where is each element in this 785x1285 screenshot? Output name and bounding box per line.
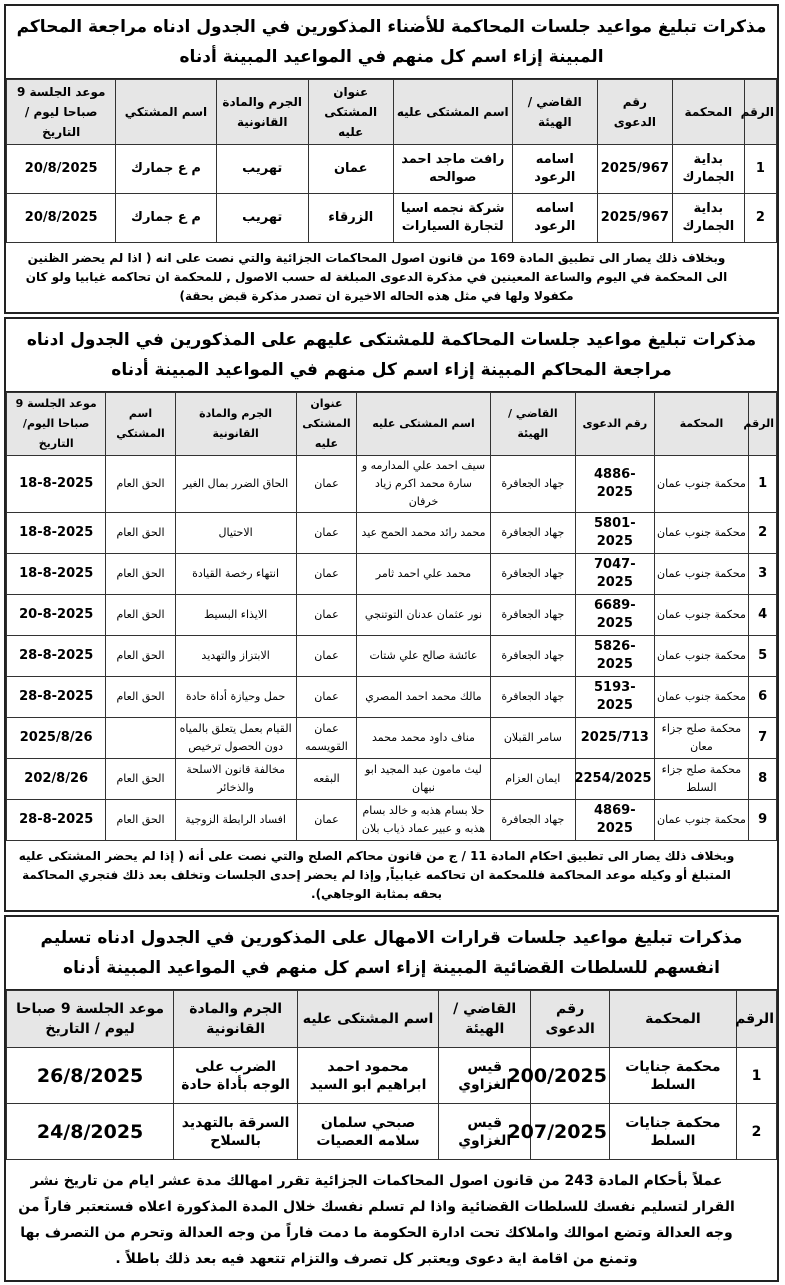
- table-cell: نور عثمان عدنان التوتنجي: [357, 595, 490, 636]
- table-row: [7, 456, 777, 513]
- table-cell: عمان: [296, 800, 357, 841]
- table-cell: 1: [744, 145, 776, 194]
- table-cell: محمود احمد ابراهيم ابو السيد: [298, 1048, 439, 1104]
- table-cell: 2: [744, 194, 776, 243]
- table-cell: اسامه الرعود: [512, 145, 597, 194]
- table-cell: 28-8-2025: [7, 677, 106, 718]
- section-defendants-south-amman: [4, 317, 779, 912]
- column-header: اسم المشتكي: [106, 393, 175, 456]
- table-cell: م ع جمارك: [116, 194, 216, 243]
- section-title: مذكرات تبليغ مواعيد جلسات قرارات الامهال على المذكورين في الجدول ادناه تسليم انفسهم للسلطات القضائية المبينة إزاء اسم كل منهم في المواعيد المبينة أدناه: [6, 917, 777, 990]
- table-cell: الحق العام: [106, 677, 175, 718]
- column-header: القاضي / الهيئة: [512, 80, 597, 145]
- table-cell: الاحتيال: [175, 513, 296, 554]
- table-cell: محكمة جنوب عمان: [654, 595, 749, 636]
- column-header: موعد الجلسة 9 صباحا ليوم / التاريخ: [7, 80, 116, 145]
- column-header: رقم الدعوى: [531, 991, 610, 1048]
- table-cell: 18-8-2025: [7, 554, 106, 595]
- table-row: [7, 1104, 777, 1160]
- table-cell: 4886-2025: [576, 456, 655, 513]
- legal-note: وبخلاف ذلك يصار الى تطبيق احكام المادة 11 / ج من قانون محاكم الصلح والتي نصت على أنه ( إذا لم يحضر المشتكى عليه المتبلغ أو وكيله موعد المحاكمة فللمحكمة ان تحاكمه غيابياً, وإذا لم يحضر إحدى الجلسات وتخلف بعد ذلك فتجري المحاكمة بحقه بمثابة الوجاهي).: [18, 849, 735, 901]
- table-cell: الحق العام: [106, 456, 175, 513]
- table-cell: 2025/8/26: [7, 718, 106, 759]
- column-header: الجرم والمادة القانونية: [175, 393, 296, 456]
- column-header: موعد الجلسة 9 صباحا اليوم/التاريخ: [7, 393, 106, 456]
- table-cell: 202/8/26: [7, 759, 106, 800]
- table-cell: حمل وحيازة أداة حادة: [175, 677, 296, 718]
- table-cell: 4869-2025: [576, 800, 655, 841]
- table-cell: عمان: [296, 595, 357, 636]
- table-cell: 3: [749, 554, 777, 595]
- section-title: مذكرات تبليغ مواعيد جلسات المحاكمة للمشتكى عليهم على المذكورين في الجدول ادناه مراجعة المحاكم المبينة إزاء اسم كل منهم في المواعيد المبينة أدناه: [6, 319, 777, 392]
- table-cell: جهاد الجعافرة: [490, 456, 575, 513]
- table-cell: محكمة جنوب عمان: [654, 554, 749, 595]
- table-cell: البقعه: [296, 759, 357, 800]
- table-cell: شركة نجمه اسيا لتجارة السيارات: [393, 194, 512, 243]
- table-row: [7, 718, 777, 759]
- table-cell: عمان: [296, 554, 357, 595]
- table-cell: مالك محمد احمد المصري: [357, 677, 490, 718]
- column-header: رقم الدعوى: [576, 393, 655, 456]
- table-cell: القيام بعمل يتعلق بالمياه دون الحصول ترخيص: [175, 718, 296, 759]
- column-header: القاضي / الهيئة: [490, 393, 575, 456]
- table-row: [7, 194, 777, 243]
- table-row: [7, 513, 777, 554]
- table-cell: الزرقاء: [308, 194, 393, 243]
- table-cell: محمد رائد محمد الحمح عيد: [357, 513, 490, 554]
- table-cell: 6: [749, 677, 777, 718]
- table-cell: عمان: [296, 456, 357, 513]
- table-cell: 28-8-2025: [7, 800, 106, 841]
- table-cell: [106, 718, 175, 759]
- table-cell: سيف احمد علي المدارمه و سارة محمد اكرم زياد خرفان: [357, 456, 490, 513]
- table-cell: سامر القبلان: [490, 718, 575, 759]
- column-header: الرقم: [749, 393, 777, 456]
- table-cell: الايذاء البسيط: [175, 595, 296, 636]
- table-row: [7, 1048, 777, 1104]
- table-cell: محكمة صلح جزاء السلط: [654, 759, 749, 800]
- table-cell: 4: [749, 595, 777, 636]
- table-cell: تهريب: [216, 145, 308, 194]
- table-cell: الحق العام: [106, 800, 175, 841]
- table-row: [7, 800, 777, 841]
- table-cell: بداية الجمارك: [673, 194, 745, 243]
- table-cell: محكمة جنوب عمان: [654, 636, 749, 677]
- table-cell: قيس الغزاوي: [439, 1104, 531, 1160]
- table-cell: محكمة جنوب عمان: [654, 456, 749, 513]
- table-cell: الضرب على الوجه بأداة حادة: [174, 1048, 298, 1104]
- table-cell: 2: [736, 1104, 776, 1160]
- table-cell: محكمة جنوب عمان: [654, 677, 749, 718]
- column-header: اسم المشتكى عليه: [393, 80, 512, 145]
- table-row: [7, 759, 777, 800]
- table-cell: جهاد الجعافرة: [490, 595, 575, 636]
- table-cell: محكمة جنايات السلط: [609, 1048, 736, 1104]
- table-cell: الحق العام: [106, 636, 175, 677]
- table-cell: محمد علي احمد ثامر: [357, 554, 490, 595]
- table-cell: 7: [749, 718, 777, 759]
- column-header: المحكمة: [654, 393, 749, 456]
- table-cell: بداية الجمارك: [673, 145, 745, 194]
- column-header: موعد الجلسة 9 صباحا ليوم / التاريخ: [7, 991, 174, 1048]
- table-cell: عمان: [308, 145, 393, 194]
- table-cell: 5193-2025: [576, 677, 655, 718]
- table-cell: 2025/713: [576, 718, 655, 759]
- table-cell: 200/2025: [531, 1048, 610, 1104]
- table-cell: 6689-2025: [576, 595, 655, 636]
- table-cell: حلا بسام هذبه و خالد بسام هذبه و عبير عماد ذياب بلان: [357, 800, 490, 841]
- table-cell: محكمة صلح جزاء معان: [654, 718, 749, 759]
- header-row: [7, 393, 777, 456]
- table-row: [7, 145, 777, 194]
- table-cell: جهاد الجعافرة: [490, 636, 575, 677]
- table-cell: السرقة بالتهديد بالسلاح: [174, 1104, 298, 1160]
- table-cell: الحق العام: [106, 513, 175, 554]
- column-header: الرقم: [744, 80, 776, 145]
- table-cell: عمان: [296, 636, 357, 677]
- table-cell: محكمة جنايات السلط: [609, 1104, 736, 1160]
- legal-note: وبخلاف ذلك يصار الى تطبيق المادة 169 من قانون اصول المحاكمات الجزائية والتي نصت على انه ( اذا لم يحضر الظنين الى المحكمة في اليوم والساعة المعينين في مذكرة الدعوى المبلغة له حسب الاصول , للمحكمة ان تحاكمه غيابيا ولو كان مكفولا ولها في مثل هذه الحاله الاخيرة ان تصدر مذكرة قبض بحقة): [25, 251, 728, 303]
- column-header: اسم المشتكى عليه: [298, 991, 439, 1048]
- cases-table: [6, 990, 777, 1160]
- table-cell: تهريب: [216, 194, 308, 243]
- table-cell: الحاق الضرر بمال الغير: [175, 456, 296, 513]
- table-cell: 2: [749, 513, 777, 554]
- column-header: اسم المشتكي: [116, 80, 216, 145]
- table-row: [7, 595, 777, 636]
- table-cell: محكمة جنوب عمان: [654, 513, 749, 554]
- table-cell: محكمة جنوب عمان: [654, 800, 749, 841]
- column-header: عنوان المشتكى عليه: [296, 393, 357, 456]
- table-cell: 5: [749, 636, 777, 677]
- column-header: عنوان المشتكى عليه: [308, 80, 393, 145]
- table-cell: 207/2025: [531, 1104, 610, 1160]
- table-cell: عائشة صالح علي شتات: [357, 636, 490, 677]
- table-cell: اسامه الرعود: [512, 194, 597, 243]
- table-cell: ليث مامون عبد المجيد ابو نبهان: [357, 759, 490, 800]
- table-cell: انتهاء رخصة القيادة: [175, 554, 296, 595]
- section-defendants-customs: [4, 4, 779, 314]
- section-grace-decisions: [4, 915, 779, 1282]
- cases-table: [6, 79, 777, 243]
- table-cell: رافت ماجد احمد صوالحه: [393, 145, 512, 194]
- table-cell: 9: [749, 800, 777, 841]
- table-cell: 18-8-2025: [7, 456, 106, 513]
- table-row: [7, 677, 777, 718]
- section-title: مذكرات تبليغ مواعيد جلسات المحاكمة للأضناء المذكورين في الجدول ادناه مراجعة المحاكم المبينة إزاء اسم كل منهم في المواعيد المبينة أدناه: [6, 6, 777, 79]
- table-cell: مخالفة قانون الاسلحة والذخائر: [175, 759, 296, 800]
- column-header: اسم المشتكى عليه: [357, 393, 490, 456]
- header-row: [7, 80, 777, 145]
- column-header: الرقم: [736, 991, 776, 1048]
- table-cell: عمان: [296, 513, 357, 554]
- table-cell: 1: [736, 1048, 776, 1104]
- table-cell: 2254/2025: [576, 759, 655, 800]
- table-cell: الابتزاز والتهديد: [175, 636, 296, 677]
- table-cell: الحق العام: [106, 554, 175, 595]
- table-cell: 28-8-2025: [7, 636, 106, 677]
- table-cell: 20-8-2025: [7, 595, 106, 636]
- table-cell: 24/8/2025: [7, 1104, 174, 1160]
- table-cell: صبحي سلمان سلامه العصيات: [298, 1104, 439, 1160]
- table-cell: افساد الرابطة الزوجية: [175, 800, 296, 841]
- notices-page: [4, 4, 779, 1285]
- column-header: المحكمة: [673, 80, 745, 145]
- table-cell: 1: [749, 456, 777, 513]
- table-cell: م ع جمارك: [116, 145, 216, 194]
- table-cell: 2025/967: [597, 145, 672, 194]
- table-cell: جهاد الجعافرة: [490, 677, 575, 718]
- table-cell: 8: [749, 759, 777, 800]
- table-row: [7, 636, 777, 677]
- legal-note: عملاً بأحكام المادة 243 من قانون اصول المحاكمات الجزائية تقرر امهالك مدة عشر ايام من تاريخ نشر القرار لتسليم نفسك للسلطات القضائية واذا لم تسلم نفسك خلال المدة المذكورة اعلاه فستعتبر فاراً من وجه العدالة وتضع اموالك واملاكك تحت ادارة الحكومة ما دمت فاراً من وجه العدالة وتحرم من التصرف بها وتمنع من اقامة اية دعوى ويعتبر كل تصرف والتزام تتعهد فيه بعد ذلك باطلاً .: [18, 1173, 735, 1267]
- table-row: [7, 554, 777, 595]
- table-cell: 2025/967: [597, 194, 672, 243]
- header-row: [7, 991, 777, 1048]
- table-cell: مناف داود محمد محمد: [357, 718, 490, 759]
- column-header: القاضي / الهيئة: [439, 991, 531, 1048]
- column-header: رقم الدعوى: [597, 80, 672, 145]
- column-header: المحكمة: [609, 991, 736, 1048]
- table-cell: الحق العام: [106, 595, 175, 636]
- table-cell: 20/8/2025: [7, 145, 116, 194]
- table-cell: 5826-2025: [576, 636, 655, 677]
- column-header: الجرم والمادة القانونية: [216, 80, 308, 145]
- table-cell: الحق العام: [106, 759, 175, 800]
- table-cell: عمان القويسمه: [296, 718, 357, 759]
- table-cell: قيس الغزاوي: [439, 1048, 531, 1104]
- table-cell: ايمان العزام: [490, 759, 575, 800]
- table-cell: 5801-2025: [576, 513, 655, 554]
- cases-table: [6, 392, 777, 841]
- table-cell: عمان: [296, 677, 357, 718]
- table-cell: 26/8/2025: [7, 1048, 174, 1104]
- column-header: الجرم والمادة القانونية: [174, 991, 298, 1048]
- table-cell: 18-8-2025: [7, 513, 106, 554]
- table-cell: جهاد الجعافرة: [490, 554, 575, 595]
- table-cell: جهاد الجعافرة: [490, 800, 575, 841]
- table-cell: 20/8/2025: [7, 194, 116, 243]
- table-cell: جهاد الجعافرة: [490, 513, 575, 554]
- table-cell: 7047-2025: [576, 554, 655, 595]
